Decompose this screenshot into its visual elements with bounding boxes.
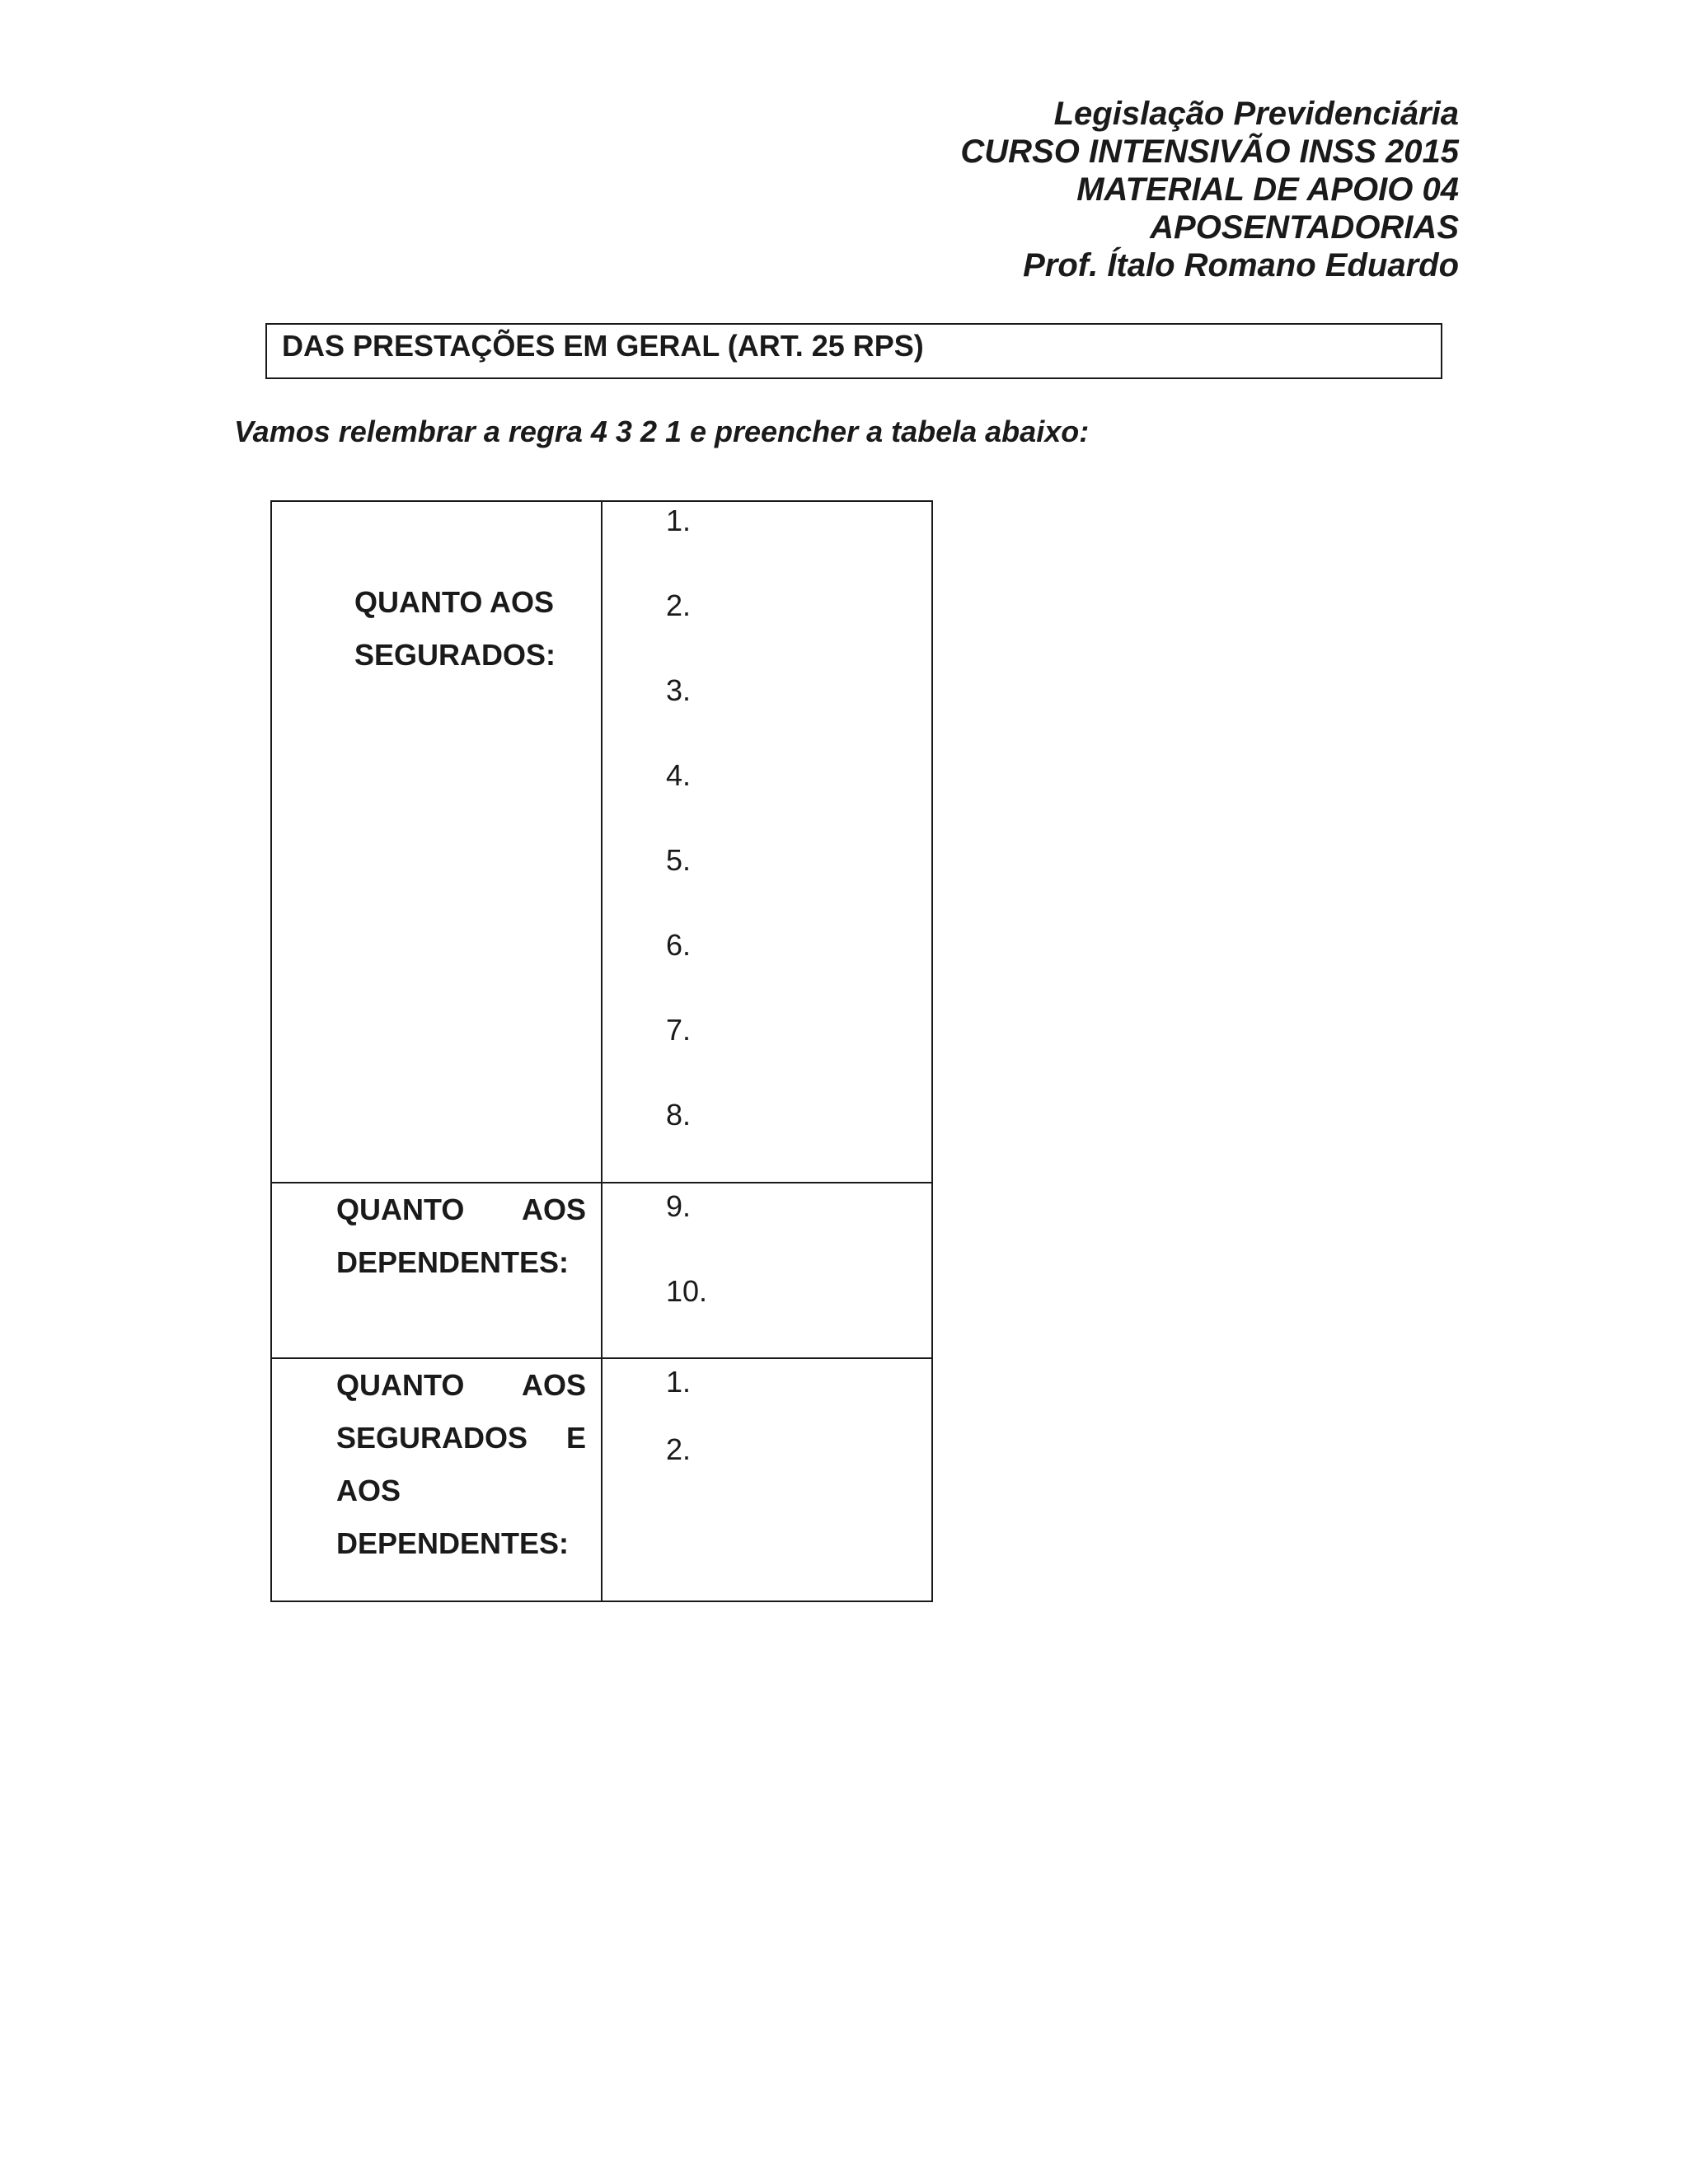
table-row	[271, 501, 932, 1183]
table-row	[271, 1358, 932, 1601]
items-list	[603, 502, 931, 1181]
row-items-cell	[602, 501, 932, 1183]
row-label-line: QUANTO AOS	[336, 1368, 586, 1402]
row-label-dependentes	[272, 1183, 601, 1289]
row-label-cell	[271, 1358, 602, 1601]
row-label-cell	[271, 1183, 602, 1358]
row-label-line: DEPENDENTES:	[336, 1526, 570, 1560]
list-item: 7.	[666, 1013, 692, 1047]
list-item: 10.	[666, 1274, 708, 1308]
row-items-cell	[602, 1183, 932, 1358]
list-item: 3.	[666, 673, 692, 707]
row-label-line: AOS	[336, 1474, 401, 1507]
items-list	[603, 1359, 931, 1498]
list-item: 4.	[666, 758, 692, 792]
row-label-segurados	[272, 502, 601, 682]
row-label-segurados-e-dependentes	[272, 1359, 601, 1570]
row-label-line: QUANTO AOS	[354, 585, 555, 619]
row-label-cell	[271, 501, 602, 1183]
header-subject: Legislação Previdenciária	[1053, 96, 1459, 132]
list-item: 1.	[666, 1365, 692, 1399]
row-label-line: SEGURADOS E	[336, 1421, 586, 1455]
list-item: 1.	[666, 504, 692, 537]
table-row	[271, 1183, 932, 1358]
row-items-cell	[602, 1358, 932, 1601]
row-label-line: DEPENDENTES:	[336, 1245, 570, 1279]
section-title: DAS PRESTAÇÕES EM GERAL (ART. 25 RPS)	[282, 329, 924, 363]
row-label-line: SEGURADOS:	[354, 638, 556, 672]
instruction-text: Vamos relembrar a regra 4 3 2 1 e preencher a tabela abaixo:	[234, 415, 1090, 448]
list-item: 9.	[666, 1189, 692, 1223]
header-topic: APOSENTADORIAS	[1150, 209, 1459, 246]
benefits-table	[270, 500, 933, 1602]
list-item: 5.	[666, 843, 692, 877]
list-item: 6.	[666, 928, 692, 962]
header-professor: Prof. Ítalo Romano Eduardo	[1023, 247, 1459, 284]
list-item: 8.	[666, 1098, 692, 1132]
row-label-line: QUANTO AOS	[336, 1193, 586, 1226]
list-item: 2.	[666, 588, 692, 622]
items-list	[603, 1183, 931, 1357]
header-course: CURSO INTENSIVÃO INSS 2015	[960, 134, 1459, 170]
section-title-box	[265, 323, 1442, 379]
document-header	[960, 95, 1459, 284]
list-item: 2.	[666, 1432, 692, 1466]
header-material: MATERIAL DE APOIO 04	[1076, 171, 1459, 208]
